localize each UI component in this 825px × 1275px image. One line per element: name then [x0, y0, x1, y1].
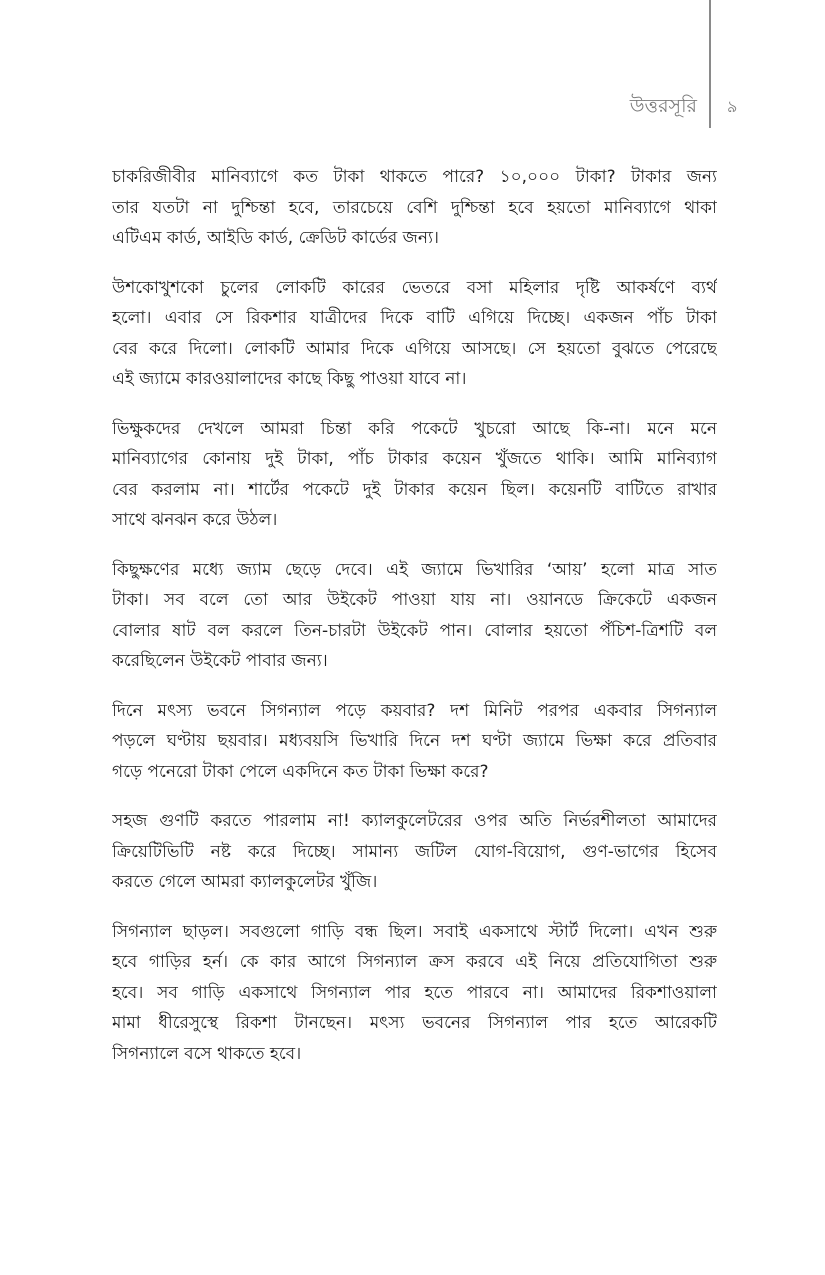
paragraph-4: [112, 555, 717, 677]
text-line: উশকোখুশকো চুলের লোকটি কারের ভেতরে বসা মহিলার দৃষ্টি আকর্ষণে ব্যর্থ: [112, 277, 717, 298]
text-line: তার যতটা না দুশ্চিন্তা হবে, তারচেয়ে বেশি দুশ্চিন্তা হবে হয়তো মানিব্যাগে থাকা: [112, 197, 717, 218]
text-line: এই জ্যামে কারওয়ালাদের কাছে কিছু পাওয়া যাবে না।: [112, 369, 467, 389]
text-line: হবে। সব গাড়ি একসাথে সিগন্যাল পার হতে পারবে না। আমাদের রিকশাওয়ালা: [112, 982, 717, 1003]
text-line: দিনে মৎস্য ভবনে সিগন্যাল পড়ে কয়বার? দশ মিনিট পরপর একবার সিগন্যাল: [112, 700, 717, 721]
text-line: বের করলাম না। শার্টের পকেটে দুই টাকার কয়েন ছিল। কয়েনটি বাটিতে রাখার: [112, 479, 717, 500]
paragraph-6: [112, 806, 717, 898]
text-line: গড়ে পনেরো টাকা পেলে একদিনে কত টাকা ভিক্ষা করে?: [112, 761, 489, 782]
paragraph-3: [112, 414, 717, 536]
text-line: টাকা। সব বলে তো আর উইকেট পাওয়া যায় না। ওয়ানডে ক্রিকেটে একজন: [112, 590, 717, 610]
paragraph-5: [112, 696, 717, 788]
header-divider: [709, 0, 711, 128]
text-line: কিছুক্ষণের মধ্যে জ্যাম ছেড়ে দেবে। এই জ্যামে ভিখারির ‘আয়’ হলো মাত্র সাত: [112, 559, 717, 580]
text-line: চাকরিজীবীর মানিব্যাগে কত টাকা থাকতে পারে? ১০,০০০ টাকা? টাকার জন্য: [112, 167, 717, 187]
paragraph-2: [112, 273, 717, 395]
paragraph-1: [112, 162, 717, 254]
text-line: হলো। এবার সে রিকশার যাত্রীদের দিকে বাটি এগিয়ে দিচ্ছে। একজন পাঁচ টাকা: [112, 308, 717, 328]
text-line: বের করে দিলো। লোকটি আমার দিকে এগিয়ে আসছে। সে হয়তো বুঝতে পেরেছে: [112, 338, 717, 359]
text-line: করেছিলেন উইকেট পাবার জন্য।: [112, 651, 328, 671]
text-line: সহজ গুণটি করতে পারলাম না! ক্যালকুলেটরের ওপর অতি নির্ভরশীলতা আমাদের: [112, 811, 717, 831]
page-number: ৯: [727, 97, 738, 116]
text-line: হবে গাড়ির হর্ন। কে কার আগে সিগন্যাল ক্রস করবে এই নিয়ে প্রতিযোগিতা শুরু: [112, 952, 717, 972]
text-line: মামা ধীরেসুস্থে রিকশা টানছেন। মৎস্য ভবনের সিগন্যাল পার হতে আরেকটি: [112, 1013, 717, 1033]
text-line: মানিব্যাগের কোনায় দুই টাকা, পাঁচ টাকার কয়েন খুঁজতে থাকি। আমি মানিব্যাগ: [112, 449, 717, 469]
text-line: সিগন্যাল ছাড়ল। সবগুলো গাড়ি বন্ধ ছিল। সবাই একসাথে স্টার্ট দিলো। এখন শুরু: [112, 921, 717, 942]
text-line: সাথে ঝনঝন করে উঠল।: [112, 510, 278, 530]
text-line: ভিক্ষুকদের দেখলে আমরা চিন্তা করি পকেটে খুচরো আছে কি-না। মনে মনে: [112, 418, 717, 439]
body-text: [112, 162, 717, 1088]
text-line: পড়লে ঘণ্টায় ছয়বার। মধ্যবয়সি ভিখারি দিনে দশ ঘণ্টা জ্যামে ভিক্ষা করে প্রতিবার: [112, 731, 717, 751]
text-line: ক্রিয়েটিভিটি নষ্ট করে দিচ্ছে। সামান্য জটিল যোগ-বিয়োগ, গুণ-ভাগের হিসেব: [112, 841, 717, 862]
text-line: করতে গেলে আমরা ক্যালকুলেটর খুঁজি।: [112, 872, 378, 892]
text-line: সিগন্যালে বসে থাকতে হবে।: [112, 1043, 302, 1064]
paragraph-7: [112, 917, 717, 1070]
text-line: এটিএম কার্ড, আইডি কার্ড, ক্রেডিট কার্ডের জন্য।: [112, 228, 440, 248]
running-title: উত্তরসূরি: [629, 95, 697, 117]
text-line: বোলার ষাট বল করলে তিন-চারটা উইকেট পান। বোলার হয়তো পঁচিশ-ত্রিশটি বল: [112, 620, 717, 641]
